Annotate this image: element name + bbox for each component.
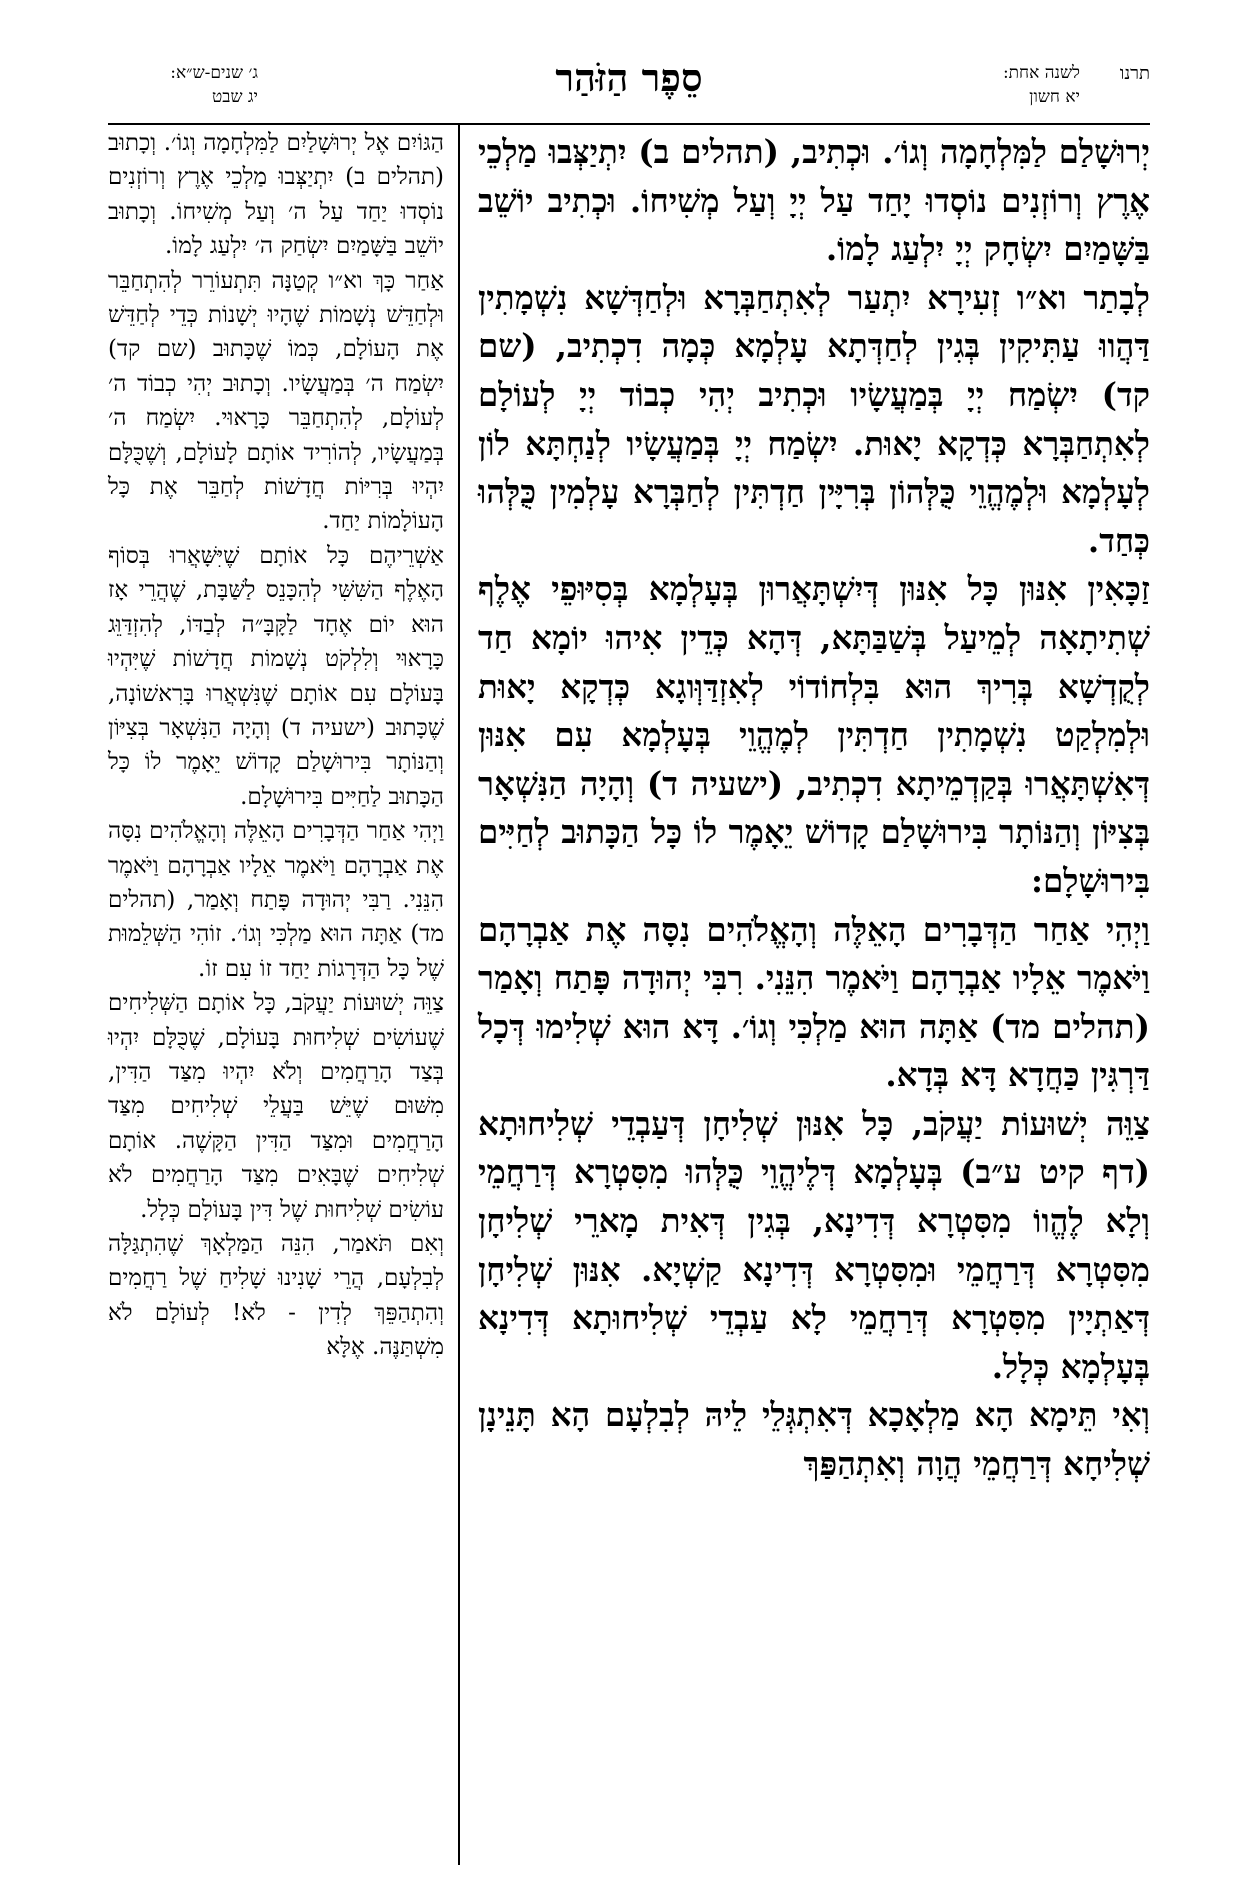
schedule-one-year-date: יא חשון (1029, 87, 1080, 107)
page-header (108, 55, 1150, 123)
main-paragraph: יְרוּשָׁלַם לַמִּלְחָמָה וְגוֹ׳. וּכְתִיב, (תהלים ב) יִתְיַצְּבוּ מַלְכֵי אֶרֶץ וְרוֹזְנִים נוֹסְדוּ יָחַד עַל יְיָ וְעַל מְשִׁיחוֹ. וּכְתִיב יוֹשֵׁב בַּשָּׁמַיִם יִשְׂחָק יְיָ יִלְעַג לָמוֹ. (478, 132, 1150, 269)
hebrew-translation-column (108, 126, 444, 1866)
main-paragraph: זַכָּאִין אִנּוּן כָּל אִנּוּן דְּיִשְׁתָּאֲרוּן בְּעָלְמָא בְּסִיּוּפֵי אֶלֶף שְׁתִיתָאָה לְמֵיעַל בְּשַׁבַּתָּא, דְּהָא כְּדֵין אִיהוּ יוֹמָא חַד לְקֻדְשָׁא בְּרִיךְ הוּא בִּלְחוֹדוֹי לְאִזְדַּוְּוגָא כְּדְקָא יָאוּת וּלְמִלְקַט נִשְׁמָתִין חַדְתִּין לְמֶהֱוֵי בְּעָלְמָא עִם אִנּוּן דְּאִשְׁתָּאֲרוּ בְּקַדְמֵיתָא דִכְתִיב, (ישעיה ד) וְהָיָה הַנִּשְׁאָר בְּצִיּוֹן וְהַנּוֹתָר בִּירוּשָׁלַם קָדוֹשׁ יֵאָמֶר לוֹ כָּל הַכָּתוּב לְחַיִּים בִּירוּשָׁלָם: (478, 569, 1150, 900)
side-paragraph: הַגּוֹיִם אֶל יְרוּשָׁלַיִם לַמִּלְחָמָה וְגוֹ׳. וְכָתוּב (תהלים ב) יִתְיַצְּבוּ מַלְכֵי אֶרֶץ וְרוֹזְנִים נוֹסְדוּ יַחַד עַל ה׳ וְעַל מְשִׁיחוֹ. וְכָתוּב יוֹשֵׁב בַּשָּׁמַיִם יִשְׂחַק ה׳ יִלְעַג לָמוֹ. (108, 130, 444, 260)
side-paragraph: אַשְׁרֵיהֶם כָּל אוֹתָם שֶׁיִּשָּׁאֲרוּ בְּסוֹף הָאֶלֶף הַשִּׁשִּׁי לְהִכָּנֵס לַשַּׁבָּת, שֶׁהֲרֵי אָז הוּא יוֹם אֶחָד לַקָּבָּ״ה לְבַדּוֹ, לְהִזְדַּוֵּג כָּרָאוּי וְלִלְקֹט נְשָׁמוֹת חֲדָשׁוֹת שֶׁיִּהְיוּ בָּעוֹלָם עִם אוֹתָם שֶׁנִּשְׁאֲרוּ בָּרִאשׁוֹנָה, שֶׁכָּתוּב (ישעיה ד) וְהָיָה הַנִּשְׁאָר בְּצִיּוֹן וְהַנּוֹתָר בִּירוּשָׁלַם קָדוֹשׁ יֵאָמֶר לוֹ כָּל הַכָּתוּב לַחַיִּים בִּירוּשָׁלָם. (108, 542, 444, 810)
schedule-three-years-label: ג׳ שנים-ש״א: (170, 63, 258, 83)
aramaic-column (478, 128, 1150, 1868)
column-divider (458, 125, 460, 1865)
main-paragraph: לְבָתַר וא״ו זְעִירָא יִתְעַר לְאִתְחַבְּרָא וּלְחַדְּשָׁא נִשְׁמָתִין דַּהֲווּ עַתִּיקִין בְּגִין לְחַדְּתָא עָלְמָא כְּמָה דִכְתִיב, (שם קד) יִשְׂמַח יְיָ בְּמַעֲשָׂיו וּכְתִיב יְהִי כְבוֹד יְיָ לְעוֹלָם לְאִתְחַבְּרָא כְּדְקָא יָאוּת. יִשְׂמַח יְיָ בְּמַעֲשָׂיו לְנַחְתָּא לוֹן לְעָלְמָא וּלְמֶהֱוֵי כֻּלְּהוֹן בְּרִיָּין חַדְתִּין לְחַבְּרָא עָלְמִין כֻּלְּהוּ כְּחַד. (478, 277, 1150, 560)
main-paragraph: וְאִי תֵּימָא הָא מַלְאָכָא דְּאִתְגְּלֵי לֵיהּ לְבִלְעָם הָא תָּנֵינָן שְׁלִיחָא דְּרַחֲמֵי הֲוָה וְאִתְהַפַּךְ (478, 1395, 1150, 1484)
side-paragraph: אַחַר כָּךְ וא״ו קְטַנָּה תִּתְעוֹרֵר לְהִתְחַבֵּר וּלְחַדֵּשׁ נְשָׁמוֹת שֶׁהָיוּ יְשָׁנוֹת כְּדֵי לְחַדֵּשׁ אֶת הָעוֹלָם, כְּמוֹ שֶׁכָּתוּב (שם קד) יִשְׂמַח ה׳ בְּמַעֲשָׂיו. וְכָתוּב יְהִי כְבוֹד ה׳ לְעוֹלָם, לְהִתְחַבֵּר כָּרָאוּי. יִשְׂמַח ה׳ בְּמַעֲשָׂיו, לְהוֹרִיד אוֹתָם לָעוֹלָם, וְשֶׁכֻּלָּם יִהְיוּ בְּרִיּוֹת חֲדָשׁוֹת לְחַבֵּר אֶת כָּל הָעוֹלָמוֹת יַחַד. (108, 267, 444, 535)
main-paragraph: וַיְהִי אַחַר הַדְּבָרִים הָאֵלֶּה וְהָאֱלֹהִים נִסָּה אֶת אַבְרָהָם וַיֹּאמֶר אֵלָיו אַבְרָהָם וַיֹּאמֶר הִנֵּנִי. רִבִּי יְהוּדָה פָּתַח וְאָמַר (תהלים מד) אַתָּה הוּא מַלְכִּי וְגוֹ׳. דָּא הוּא שְׁלִימוּ דְּכָל דַּרְגִּין כַּחֲדָא דָּא בְּדָא. (478, 909, 1150, 1095)
header-rule (108, 123, 1150, 125)
schedule-three-years (108, 61, 258, 109)
side-paragraph: וְאִם תֹּאמַר, הִנֵּה הַמַּלְאָךְ שֶׁהִתְגַּלָּה לְבִלְעָם, הֲרֵי שָׁנִינוּ שָׁלִיחַ שֶׁל רַחֲמִים וְהִתְהַפֵּךְ לְדִין - לֹא! לְעוֹלָם לֹא מִשְׁתַּנֶּה. אֶלָּא (108, 1231, 444, 1361)
schedule-one-year-label: לשנה אחת: (1002, 63, 1080, 83)
section-label: תרנו (1119, 63, 1150, 84)
side-paragraph: צַוֵּה יְשׁוּעוֹת יַעֲקֹב, כָּל אוֹתָם הַשְּׁלִיחִים שֶׁעוֹשִׂים שְׁלִיחוּת בָּעוֹלָם, שֶׁכֻּלָּם יִהְיוּ בְּצַד הָרַחֲמִים וְלֹא יִהְיוּ מִצַּד הַדִּין, מִשּׁוּם שֶׁיֵּשׁ בַּעֲלֵי שְׁלִיחִים מִצַּד הָרַחֲמִים וּמִצַּד הַדִּין הַקָּשֶׁה. אוֹתָם שְׁלִיחִים שֶׁבָּאִים מִצַּד הָרַחֲמִים לֹא עוֹשִׂים שְׁלִיחוּת שֶׁל דִּין בָּעוֹלָם כְּלָל. (108, 990, 444, 1223)
schedule-three-years-date: יג שבט (212, 87, 258, 107)
page-title: סֵפֶר הַזֹּהַר (555, 55, 703, 100)
side-paragraph: וַיְהִי אַחַר הַדְּבָרִים הָאֵלֶּה וְהָאֱלֹהִים נִסָּה אֶת אַבְרָהָם וַיֹּאמֶר אֵלָיו אַבְרָהָם וַיֹּאמֶר הִנֵּנִי. רַבִּי יְהוּדָה פָּתַח וְאָמַר, (תהלים מד) אַתָּה הוּא מַלְכִּי וְגוֹ׳. זוֹהִי הַשְּׁלֵמוּת שֶׁל כָּל הַדְּרָגוֹת יַחַד זוֹ עִם זוֹ. (108, 818, 444, 982)
main-paragraph: צַוֵּה יְשׁוּעוֹת יַעֲקֹב, כָּל אִנּוּן שְׁלִיחָן דְּעַבְדֵי שְׁלִיחוּתָא (דף קיט ע״ב) בְּעָלְמָא דְּלֶיהֱוֵי כֻּלְּהוּ מִסִּטְרָא דְּרַחֲמֵי וְלָא לֶהֱווֹ מִסִּטְרָא דְּדִינָא, בְּגִין דְּאִית מָארֵי שְׁלִיחָן מִסִּטְרָא דְּרַחֲמֵי וּמִסִּטְרָא דְּדִינָא קַשְׁיָא. אִנּוּן שְׁלִיחָן דְּאַתְיָין מִסִּטְרָא דְּרַחֲמֵי לָא עַבְדֵי שְׁלִיחוּתָא דְּדִינָא בְּעָלְמָא כְּלָל. (478, 1103, 1150, 1386)
